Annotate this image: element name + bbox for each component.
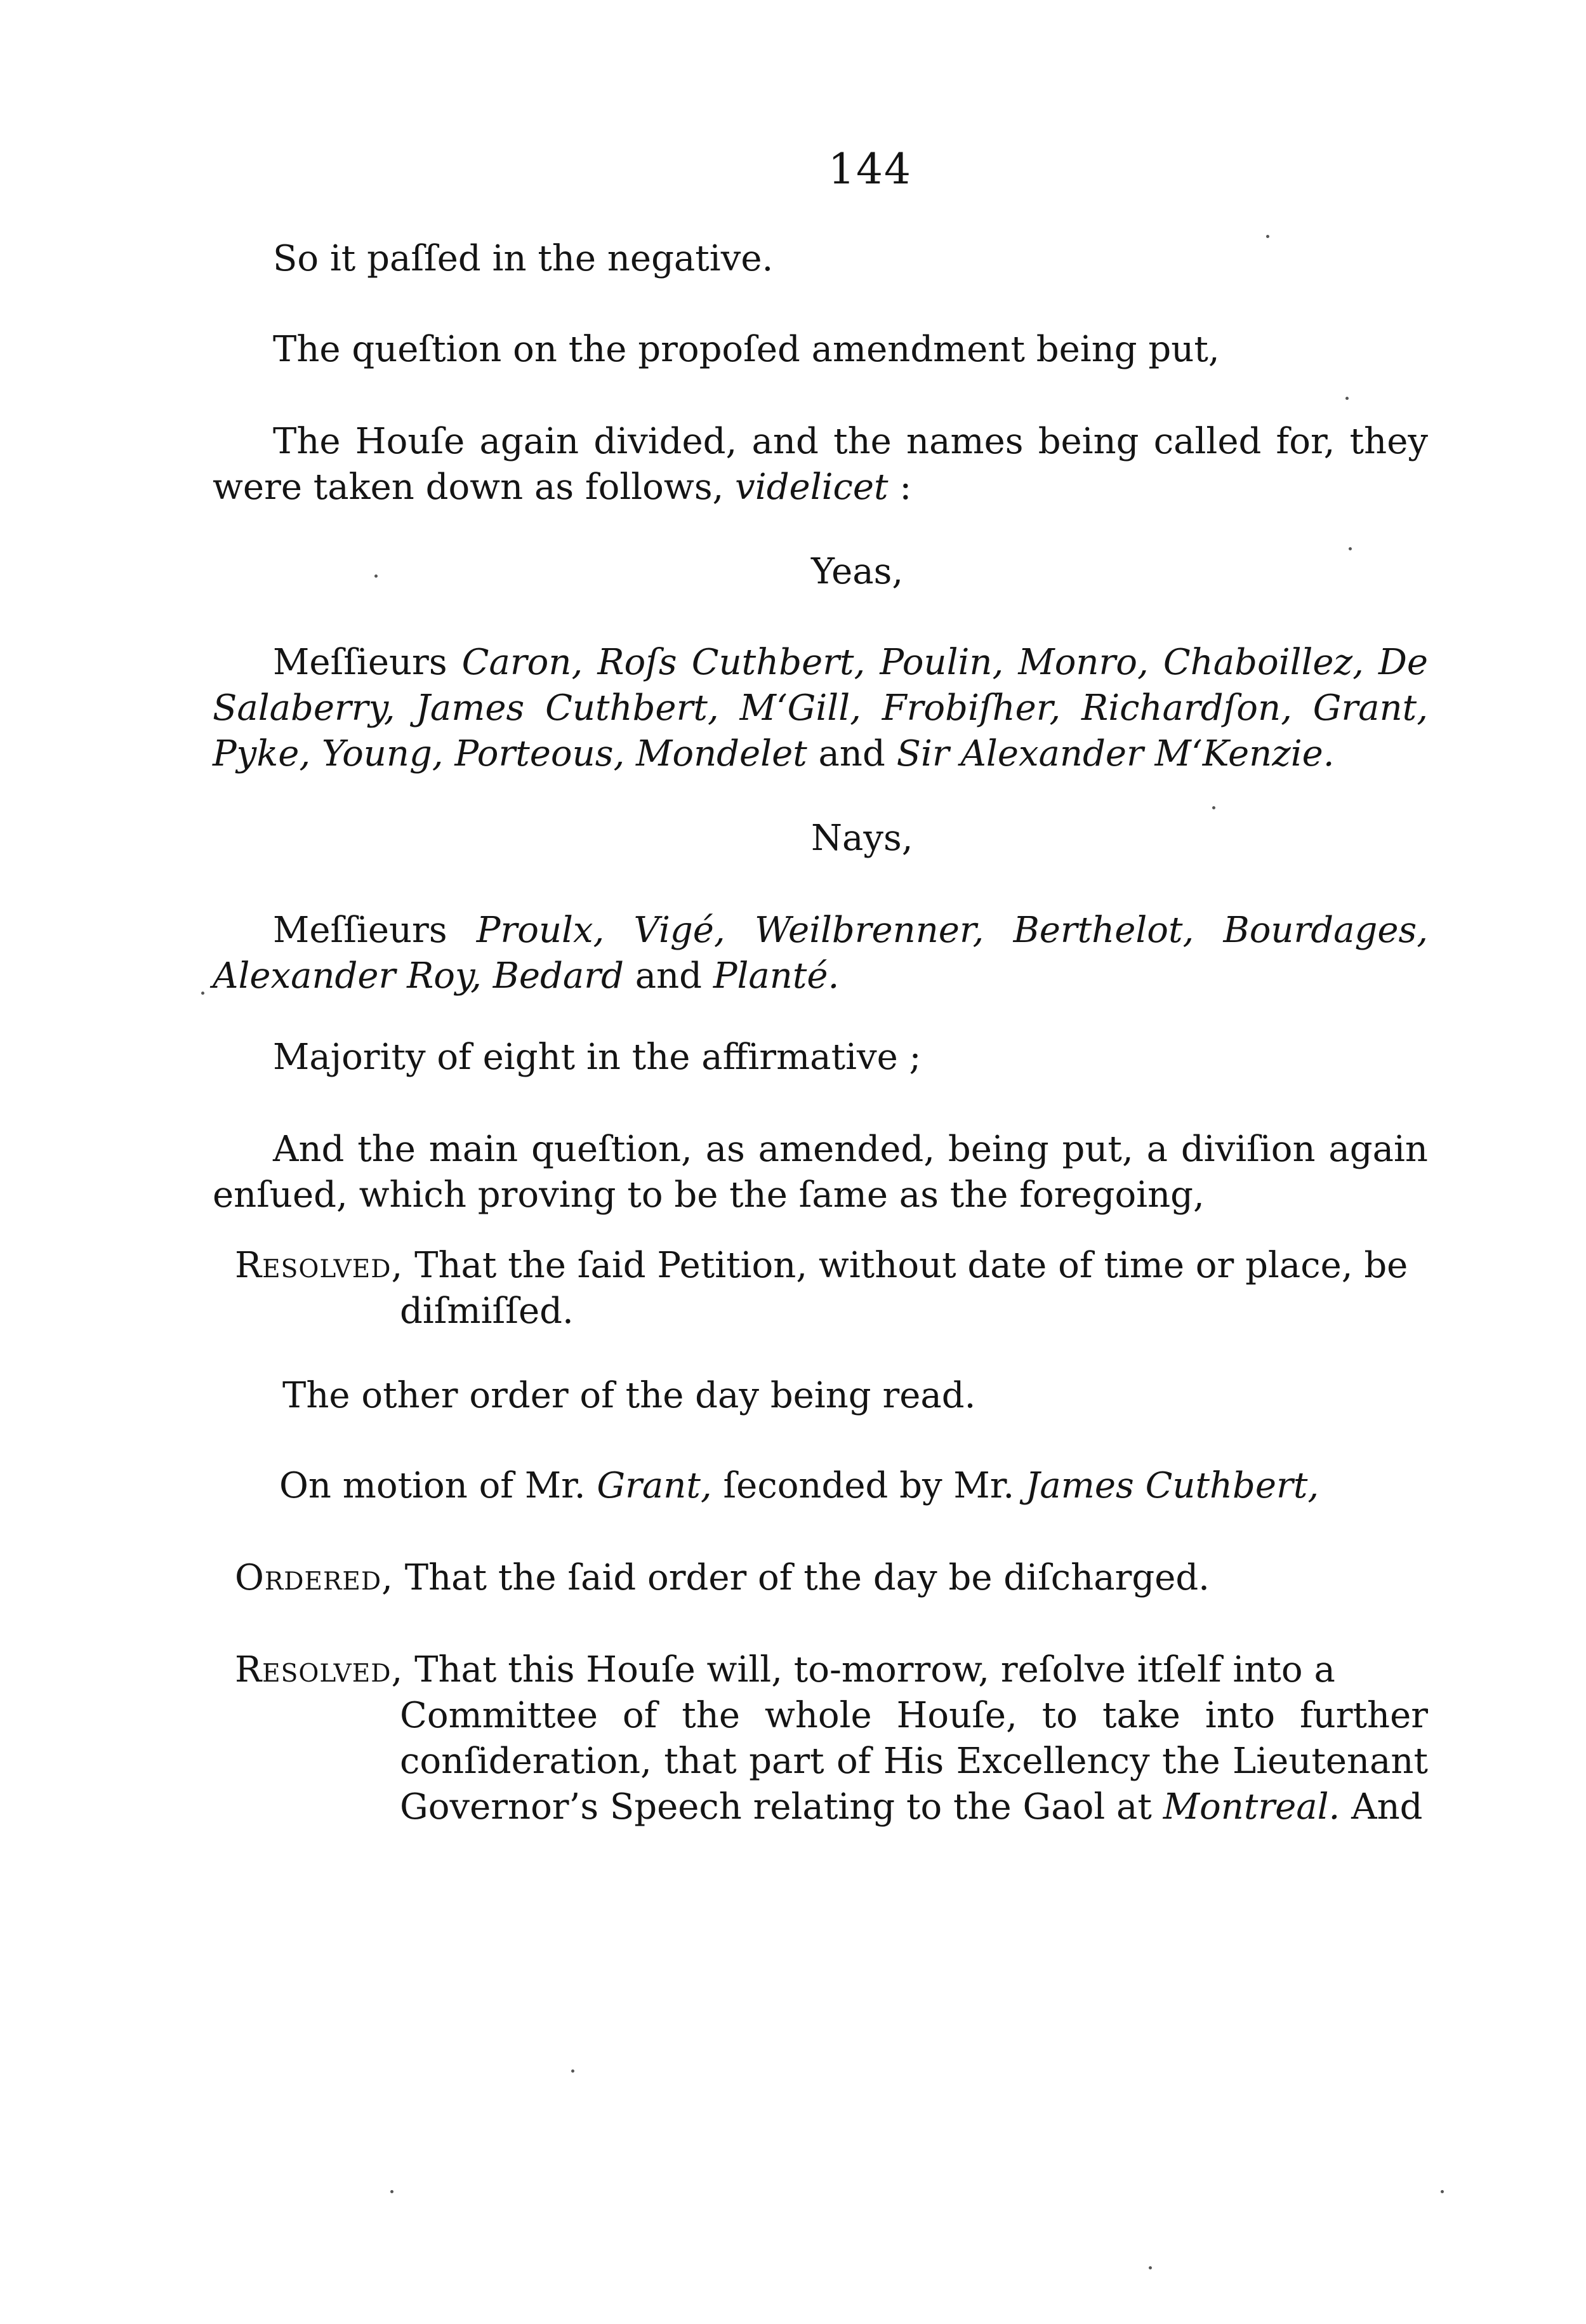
yeas-heading: Yeas, xyxy=(811,551,904,592)
main-question-text: And the main queſtion, as amended, being put, a diviſion again enſued, which proving to be the ſame as the foregoing, xyxy=(213,1129,1428,1216)
scan-speck xyxy=(201,992,204,995)
resolved-committee-continuation xyxy=(235,1693,1428,1830)
motion-line xyxy=(279,1463,1319,1509)
scan-speck xyxy=(1441,2190,1444,2193)
scan-speck xyxy=(1266,235,1269,238)
paragraph-main-question xyxy=(213,1127,1428,1218)
paragraph-negative: So it paſſed in the negative. xyxy=(273,238,774,279)
nays-intro: Meſſieurs xyxy=(273,910,477,951)
paragraph-question: The queſtion on the propoſed amendment being put, xyxy=(273,329,1220,370)
majority-line: Majority of eight in the affirmative ; xyxy=(273,1037,922,1078)
scan-speck xyxy=(390,2190,393,2193)
scan-speck xyxy=(1212,806,1215,809)
yeas-last-name: Sir Alexander M‘Kenzie. xyxy=(896,733,1335,774)
resolved-continuation: diſmiſſed. xyxy=(400,1291,574,1332)
ordered-line xyxy=(235,1555,1210,1601)
other-order-line: The other order of the day being read. xyxy=(282,1375,976,1416)
resolved-label: Resolved, xyxy=(235,1245,404,1286)
scan-speck xyxy=(1349,547,1352,550)
resolved-committee xyxy=(235,1647,1428,1830)
resolved-text: That the ſaid Petition, without date of time or place, be xyxy=(403,1245,1408,1286)
nays-names: Proulx, Vigé, Weilbrenner, Berthelot, Bourdages, Alexander Roy, Bedard xyxy=(213,910,1428,997)
division-text: The Houſe again divided, and the names being called for, they were taken down as follows, xyxy=(213,421,1428,508)
ordered-label: Ordered, xyxy=(235,1557,393,1598)
yeas-and: and xyxy=(807,733,897,774)
motion-cuthbert: James Cuthbert, xyxy=(1025,1465,1319,1506)
scan-speck xyxy=(1149,2266,1152,2269)
page-number: 144 xyxy=(828,145,912,194)
nays-heading: Nays, xyxy=(811,818,913,859)
resolved-committee-label: Resolved, xyxy=(235,1649,404,1690)
motion-text: On motion of Mr. xyxy=(279,1465,597,1506)
catchword: And xyxy=(1340,1786,1423,1828)
motion-seconded: ſeconded by Mr. xyxy=(711,1465,1026,1506)
scan-speck xyxy=(374,574,378,578)
paragraph-division xyxy=(213,419,1428,510)
motion-grant: Grant, xyxy=(597,1465,712,1506)
resolved-committee-text: That this Houſe will, to-morrow, reſolve itſelf into a xyxy=(403,1649,1335,1690)
yeas-names: Caron, Roſs Cuthbert, Poulin, Monro, Chaboillez, De Salaberry, James Cuthbert, M‘Gill, Frobiſher, Richardſon, Grant, Pyke, Young, Porteous, Mondelet xyxy=(213,642,1429,774)
nays-list xyxy=(213,908,1428,999)
yeas-list xyxy=(213,640,1428,777)
division-colon: : xyxy=(888,467,912,508)
yeas-intro: Meſſieurs xyxy=(273,642,462,683)
montreal-text: Montreal. xyxy=(1163,1786,1340,1828)
ordered-text: That the ſaid order of the day be diſcharged. xyxy=(393,1557,1210,1598)
scan-speck xyxy=(571,2069,574,2073)
committee-text: Committee of the whole Houſe, to take into further conſideration, that part of His Excellency the Lieutenant Governor’s Speech relating to the Gaol at xyxy=(400,1695,1428,1828)
nays-last-name: Planté. xyxy=(713,955,840,997)
nays-and: and xyxy=(623,955,713,997)
scan-speck xyxy=(1345,397,1349,400)
resolved-dismissed xyxy=(235,1243,1428,1334)
videlicet-text: videlicet xyxy=(735,467,889,508)
